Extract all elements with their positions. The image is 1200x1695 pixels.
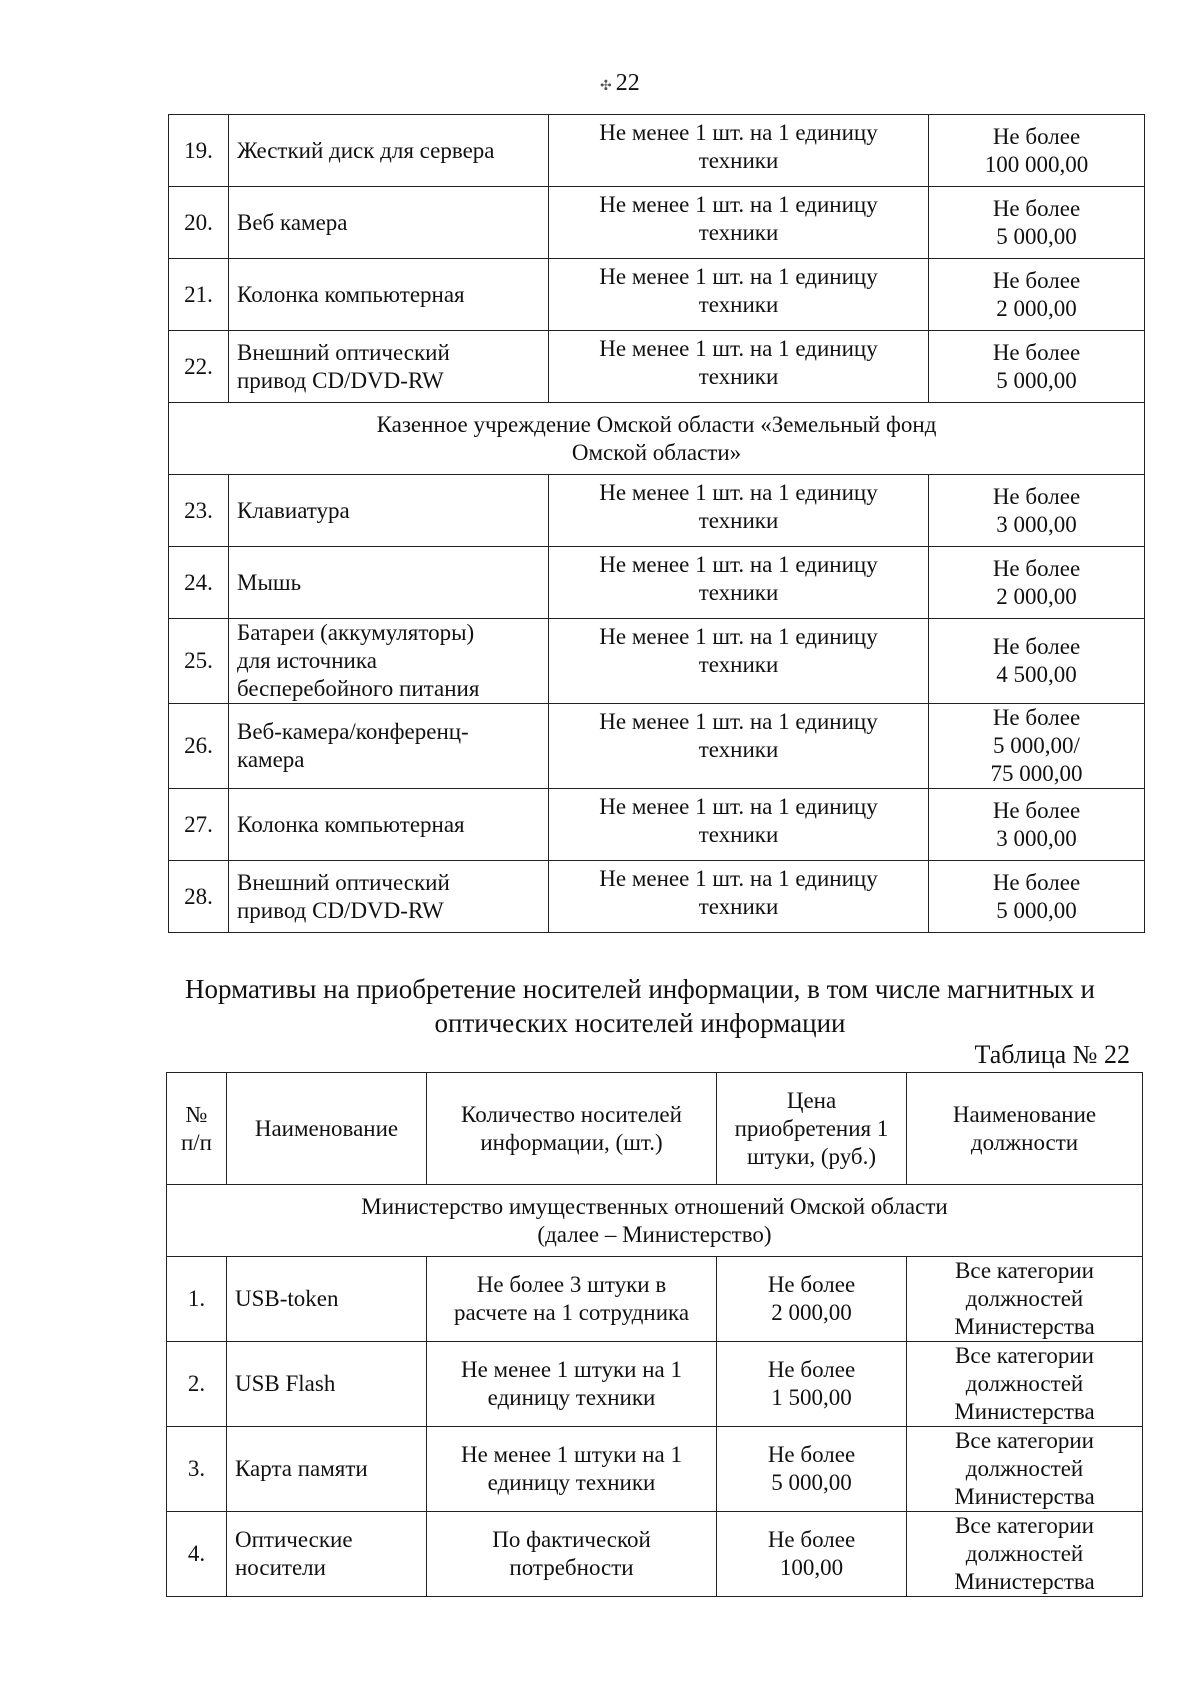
item-name: Оптические носители bbox=[227, 1512, 427, 1597]
item-name: Веб-камера/конференц- камера bbox=[229, 704, 549, 789]
item-name: Веб камера bbox=[229, 187, 549, 259]
item-price: Не более 100,00 bbox=[717, 1512, 907, 1597]
row-number: 27. bbox=[169, 789, 229, 861]
item-price: Не более 3 000,00 bbox=[929, 789, 1145, 861]
item-quantity: Не менее 1 шт. на 1 единицу техники bbox=[549, 704, 929, 789]
table-row bbox=[169, 475, 1145, 547]
row-number: 23. bbox=[169, 475, 229, 547]
item-quantity: Не менее 1 шт. на 1 единицу техники bbox=[549, 331, 929, 403]
item-quantity: Не менее 1 штуки на 1 единицу техники bbox=[427, 1342, 717, 1427]
row-number: 3. bbox=[167, 1427, 227, 1512]
row-number: 25. bbox=[169, 619, 229, 704]
row-number: 21. bbox=[169, 259, 229, 331]
item-quantity: По фактической потребности bbox=[427, 1512, 717, 1597]
row-number: 28. bbox=[169, 861, 229, 933]
item-price: Не более 5 000,00/ 75 000,00 bbox=[929, 704, 1145, 789]
item-position: Все категории должностей Министерства bbox=[907, 1342, 1143, 1427]
item-quantity: Не более 3 штуки в расчете на 1 сотрудника bbox=[427, 1257, 717, 1342]
header-price: Цена приобретения 1 штуки, (руб.) bbox=[717, 1073, 907, 1185]
item-quantity: Не менее 1 шт. на 1 единицу техники bbox=[549, 187, 929, 259]
item-name: USB-token bbox=[227, 1257, 427, 1342]
section-title: Нормативы на приобретение носителей информации, в том числе магнитных и оптических носителей информации bbox=[184, 974, 1096, 1038]
table-row bbox=[167, 1342, 1143, 1427]
item-quantity: Не менее 1 шт. на 1 единицу техники bbox=[549, 475, 929, 547]
item-name: Батареи (аккумуляторы) для источника бесперебойного питания bbox=[229, 619, 549, 704]
table-row bbox=[169, 861, 1145, 933]
item-quantity: Не менее 1 шт. на 1 единицу техники bbox=[549, 547, 929, 619]
section-heading: Казенное учреждение Омской области «Земельный фонд Омской области» bbox=[169, 403, 1145, 475]
table-caption: Таблица № 22 bbox=[974, 1040, 1130, 1069]
table-row bbox=[169, 704, 1145, 789]
equipment-norms-table bbox=[168, 114, 1145, 933]
item-quantity: Не менее 1 шт. на 1 единицу техники bbox=[549, 789, 929, 861]
table-row bbox=[169, 789, 1145, 861]
item-price: Не более 5 000,00 bbox=[929, 861, 1145, 933]
item-price: Не более 5 000,00 bbox=[929, 187, 1145, 259]
item-position: Все категории должностей Министерства bbox=[907, 1427, 1143, 1512]
media-norms-table bbox=[166, 1072, 1143, 1597]
row-number: 2. bbox=[167, 1342, 227, 1427]
row-number: 24. bbox=[169, 547, 229, 619]
item-price: Не более 2 000,00 bbox=[929, 259, 1145, 331]
header-name: Наименование bbox=[227, 1073, 427, 1185]
row-number: 19. bbox=[169, 115, 229, 187]
item-price: Не более 5 000,00 bbox=[717, 1427, 907, 1512]
item-name: Карта памяти bbox=[227, 1427, 427, 1512]
row-number: 4. bbox=[167, 1512, 227, 1597]
item-price: Не более 4 500,00 bbox=[929, 619, 1145, 704]
item-price: Не более 5 000,00 bbox=[929, 331, 1145, 403]
row-number: 22. bbox=[169, 331, 229, 403]
header-position: Наименование должности bbox=[907, 1073, 1143, 1185]
row-number: 26. bbox=[169, 704, 229, 789]
item-quantity: Не менее 1 шт. на 1 единицу техники bbox=[549, 619, 929, 704]
item-price: Не более 3 000,00 bbox=[929, 475, 1145, 547]
header-number: № п/п bbox=[167, 1073, 227, 1185]
item-quantity: Не менее 1 штуки на 1 единицу техники bbox=[427, 1427, 717, 1512]
item-price: Не более 2 000,00 bbox=[717, 1257, 907, 1342]
table-header-row bbox=[167, 1073, 1143, 1185]
item-position: Все категории должностей Министерства bbox=[907, 1257, 1143, 1342]
item-price: Не более 2 000,00 bbox=[929, 547, 1145, 619]
table-row bbox=[169, 619, 1145, 704]
item-position: Все категории должностей Министерства bbox=[907, 1512, 1143, 1597]
item-name: Клавиатура bbox=[229, 475, 549, 547]
section-row bbox=[167, 1185, 1143, 1257]
item-name: Жесткий диск для сервера bbox=[229, 115, 549, 187]
item-quantity: Не менее 1 шт. на 1 единицу техники bbox=[549, 115, 929, 187]
item-quantity: Не менее 1 шт. на 1 единицу техники bbox=[549, 259, 929, 331]
item-name: Колонка компьютерная bbox=[229, 789, 549, 861]
section-heading: Министерство имущественных отношений Омской области (далее – Министерство) bbox=[167, 1185, 1143, 1257]
item-quantity: Не менее 1 шт. на 1 единицу техники bbox=[549, 861, 929, 933]
item-name: Внешний оптический привод CD/DVD-RW bbox=[229, 331, 549, 403]
item-price: Не более 1 500,00 bbox=[717, 1342, 907, 1427]
table-row bbox=[169, 115, 1145, 187]
table-row bbox=[169, 187, 1145, 259]
item-price: Не более 100 000,00 bbox=[929, 115, 1145, 187]
header-quantity: Количество носителей информации, (шт.) bbox=[427, 1073, 717, 1185]
section-row bbox=[169, 403, 1145, 475]
item-name: USB Flash bbox=[227, 1342, 427, 1427]
row-number: 1. bbox=[167, 1257, 227, 1342]
row-number: 20. bbox=[169, 187, 229, 259]
table-row bbox=[169, 259, 1145, 331]
table-row bbox=[169, 331, 1145, 403]
item-name: Мышь bbox=[229, 547, 549, 619]
table-row bbox=[169, 547, 1145, 619]
item-name: Колонка компьютерная bbox=[229, 259, 549, 331]
table-row bbox=[167, 1512, 1143, 1597]
page-number: ✣ 22 bbox=[600, 70, 640, 96]
table-row bbox=[167, 1257, 1143, 1342]
table-row bbox=[167, 1427, 1143, 1512]
stamp-mark-icon: ✣ bbox=[600, 79, 612, 94]
item-name: Внешний оптический привод CD/DVD-RW bbox=[229, 861, 549, 933]
